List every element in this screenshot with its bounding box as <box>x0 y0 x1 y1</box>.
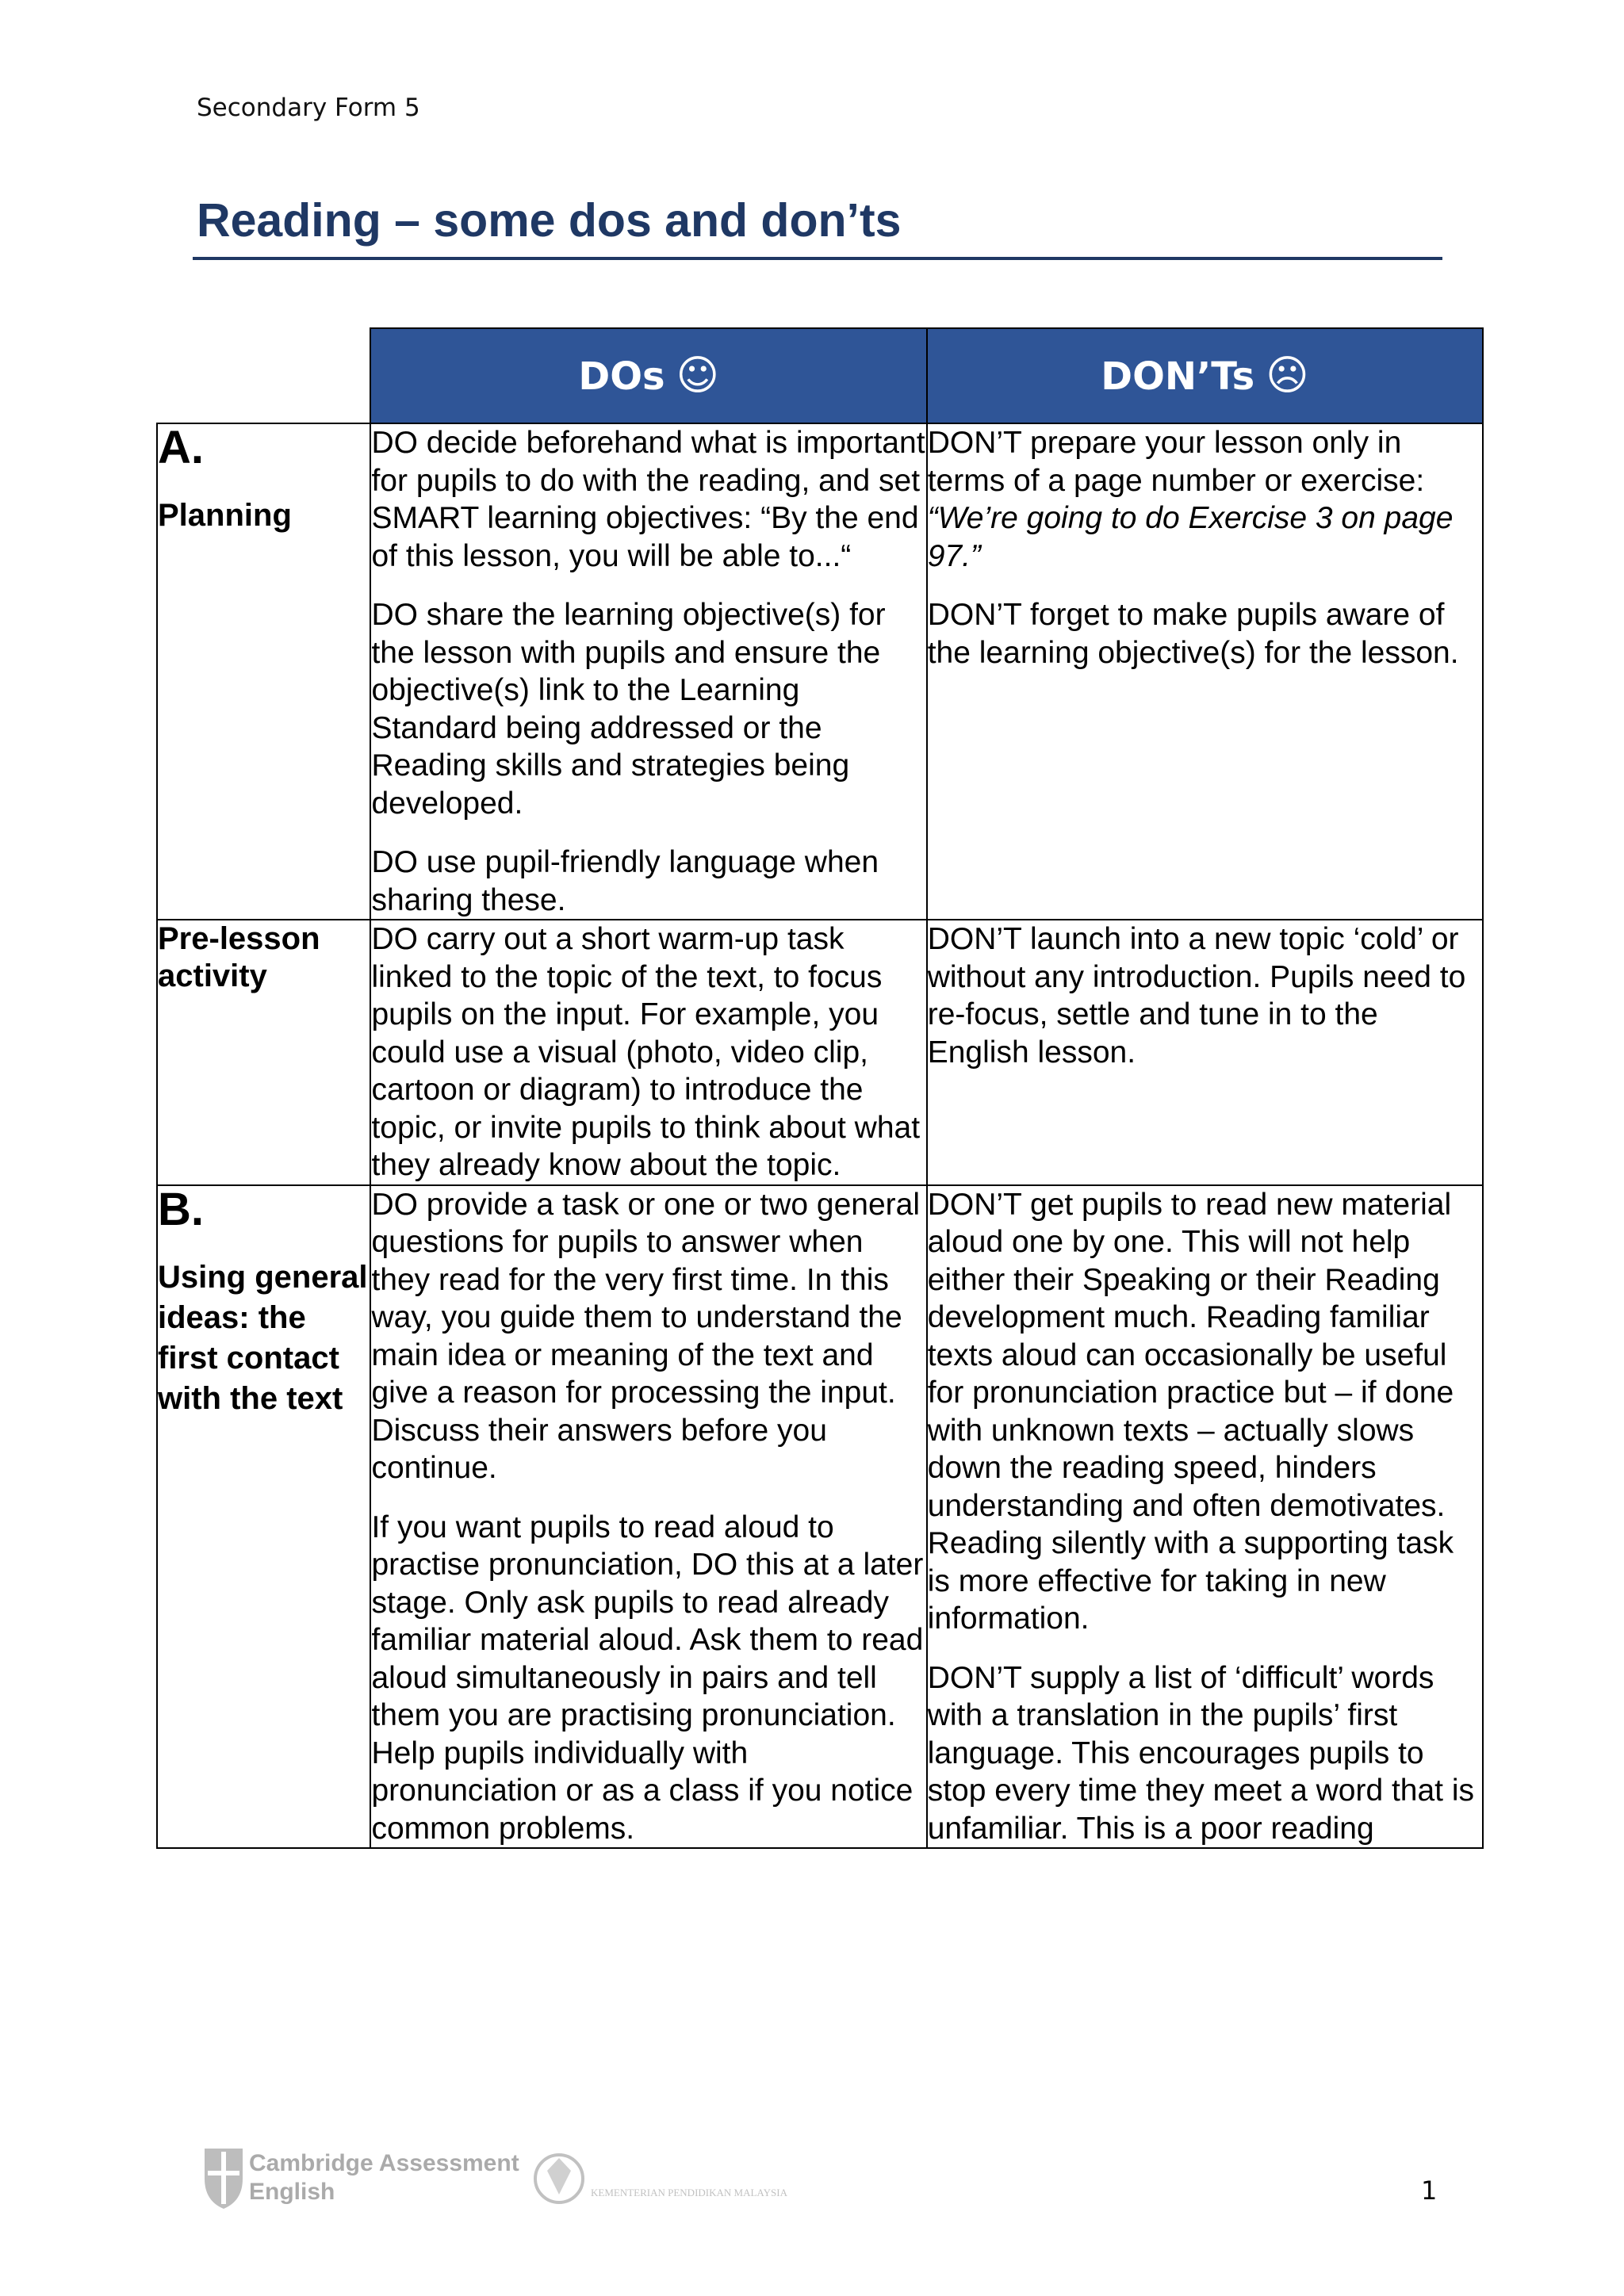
table-header-row <box>157 328 1483 423</box>
cambridge-logo-line2: English <box>249 2179 335 2205</box>
header-blank-cell <box>157 328 370 423</box>
donts-cell-pre-lesson <box>927 920 1483 1185</box>
donts-cell-general-ideas <box>927 1185 1483 1849</box>
dont-quote: “We’re going to do Exercise 3 on page 97.” <box>927 501 1454 573</box>
running-header: Secondary Form 5 <box>197 94 420 122</box>
section-label: Pre-lesson activity <box>158 921 320 993</box>
kpm-logo <box>535 2155 788 2202</box>
donts-header-label: DON’Ts <box>1101 354 1255 399</box>
do-paragraph: DO share the learning objective(s) for the lesson with pupils and ensure the objective(s) link to the Learning Standard being addressed or the Reading skills and strategies being developed. <box>371 598 886 821</box>
title-underline <box>193 257 1442 260</box>
dos-cell-planning <box>370 423 926 920</box>
dos-column-header <box>370 328 926 423</box>
dont-paragraph: DON’T supply a list of ‘difficult’ words with a translation in the pupils’ first language. This encourages pupils to stop every time they meet a word that is unfamiliar. This is a poor reading <box>927 1660 1475 1846</box>
table-row <box>157 423 1483 920</box>
row-label-planning <box>157 423 370 920</box>
section-label: Planning <box>158 498 292 533</box>
dos-header-label: DOs <box>578 354 665 399</box>
do-paragraph: DO carry out a short warm-up task linked to the topic of the text, to focus pupils on the input. For example, you could use a visual (photo, video clip, cartoon or diagram) to introduce the topic, or invite pupils to think about what they already know about the topic. <box>371 922 921 1182</box>
cambridge-logo <box>205 2149 519 2209</box>
do-paragraph: DO provide a task or one or two general questions for pupils to answer when they read for the very first time. In this way, you guide them to understand the main idea or meaning of the text and give a reason for processing the input. Discuss their answers before you continue. <box>371 1187 920 1485</box>
do-paragraph: DO decide beforehand what is important for pupils to do with the reading, and set SMART learning objectives: “By the end of this lesson, you will be able to...“ <box>371 426 925 573</box>
kpm-logo-text: KEMENTERIAN PENDIDIKAN MALAYSIA <box>591 2187 787 2198</box>
page-number: 1 <box>1421 2175 1438 2206</box>
section-label: Using general ideas: the first contact with the text <box>158 1259 368 1416</box>
dont-paragraph: DON’T get pupils to read new material aloud one by one. This will not help either their Speaking or their Reading development much. Reading familiar texts aloud can occasionally be useful for pronunciation practice but – if done with unknown texts – actually slows down the reading speed, hinders understanding and often demotivates. Reading silently with a supporting task is more effective for taking in new information. <box>927 1187 1454 1636</box>
frown-icon: ☹ <box>1266 352 1309 400</box>
page-title: Reading – some dos and don’ts <box>197 194 902 247</box>
dos-cell-pre-lesson <box>370 920 926 1185</box>
smiley-icon: ☺ <box>676 352 719 400</box>
footer-logos <box>198 2141 787 2212</box>
dont-paragraph: DON’T forget to make pupils aware of the learning objective(s) for the lesson. <box>927 598 1459 670</box>
table-row <box>157 920 1483 1185</box>
do-paragraph: If you want pupils to read aloud to practise pronunciation, DO this at a later stage. Only ask pupils to read already familiar material aloud. Ask them to read aloud simultaneously in pairs and tell them you are practising pronunciation. Help pupils individually with pronunciation or as a class if you notice common problems. <box>371 1510 924 1846</box>
donts-column-header <box>927 328 1483 423</box>
dos-donts-table <box>156 327 1484 1849</box>
dos-cell-general-ideas <box>370 1185 926 1849</box>
dont-paragraph: DON’T launch into a new topic ‘cold’ or without any introduction. Pupils need to re-focus, settle and tune in to the English lesson. <box>927 922 1466 1070</box>
dont-text: DON’T prepare your lesson only in terms of a page number or exercise: <box>927 426 1425 498</box>
section-letter: A. <box>158 422 204 473</box>
row-label-general-ideas <box>157 1185 370 1849</box>
donts-cell-planning <box>927 423 1483 920</box>
section-letter: B. <box>158 1183 204 1235</box>
dont-paragraph <box>928 424 1482 575</box>
table-row <box>157 1185 1483 1849</box>
row-label-pre-lesson <box>157 920 370 1185</box>
do-paragraph: DO use pupil-friendly language when sharing these. <box>371 845 879 917</box>
cambridge-logo-line1: Cambridge Assessment <box>249 2150 519 2176</box>
